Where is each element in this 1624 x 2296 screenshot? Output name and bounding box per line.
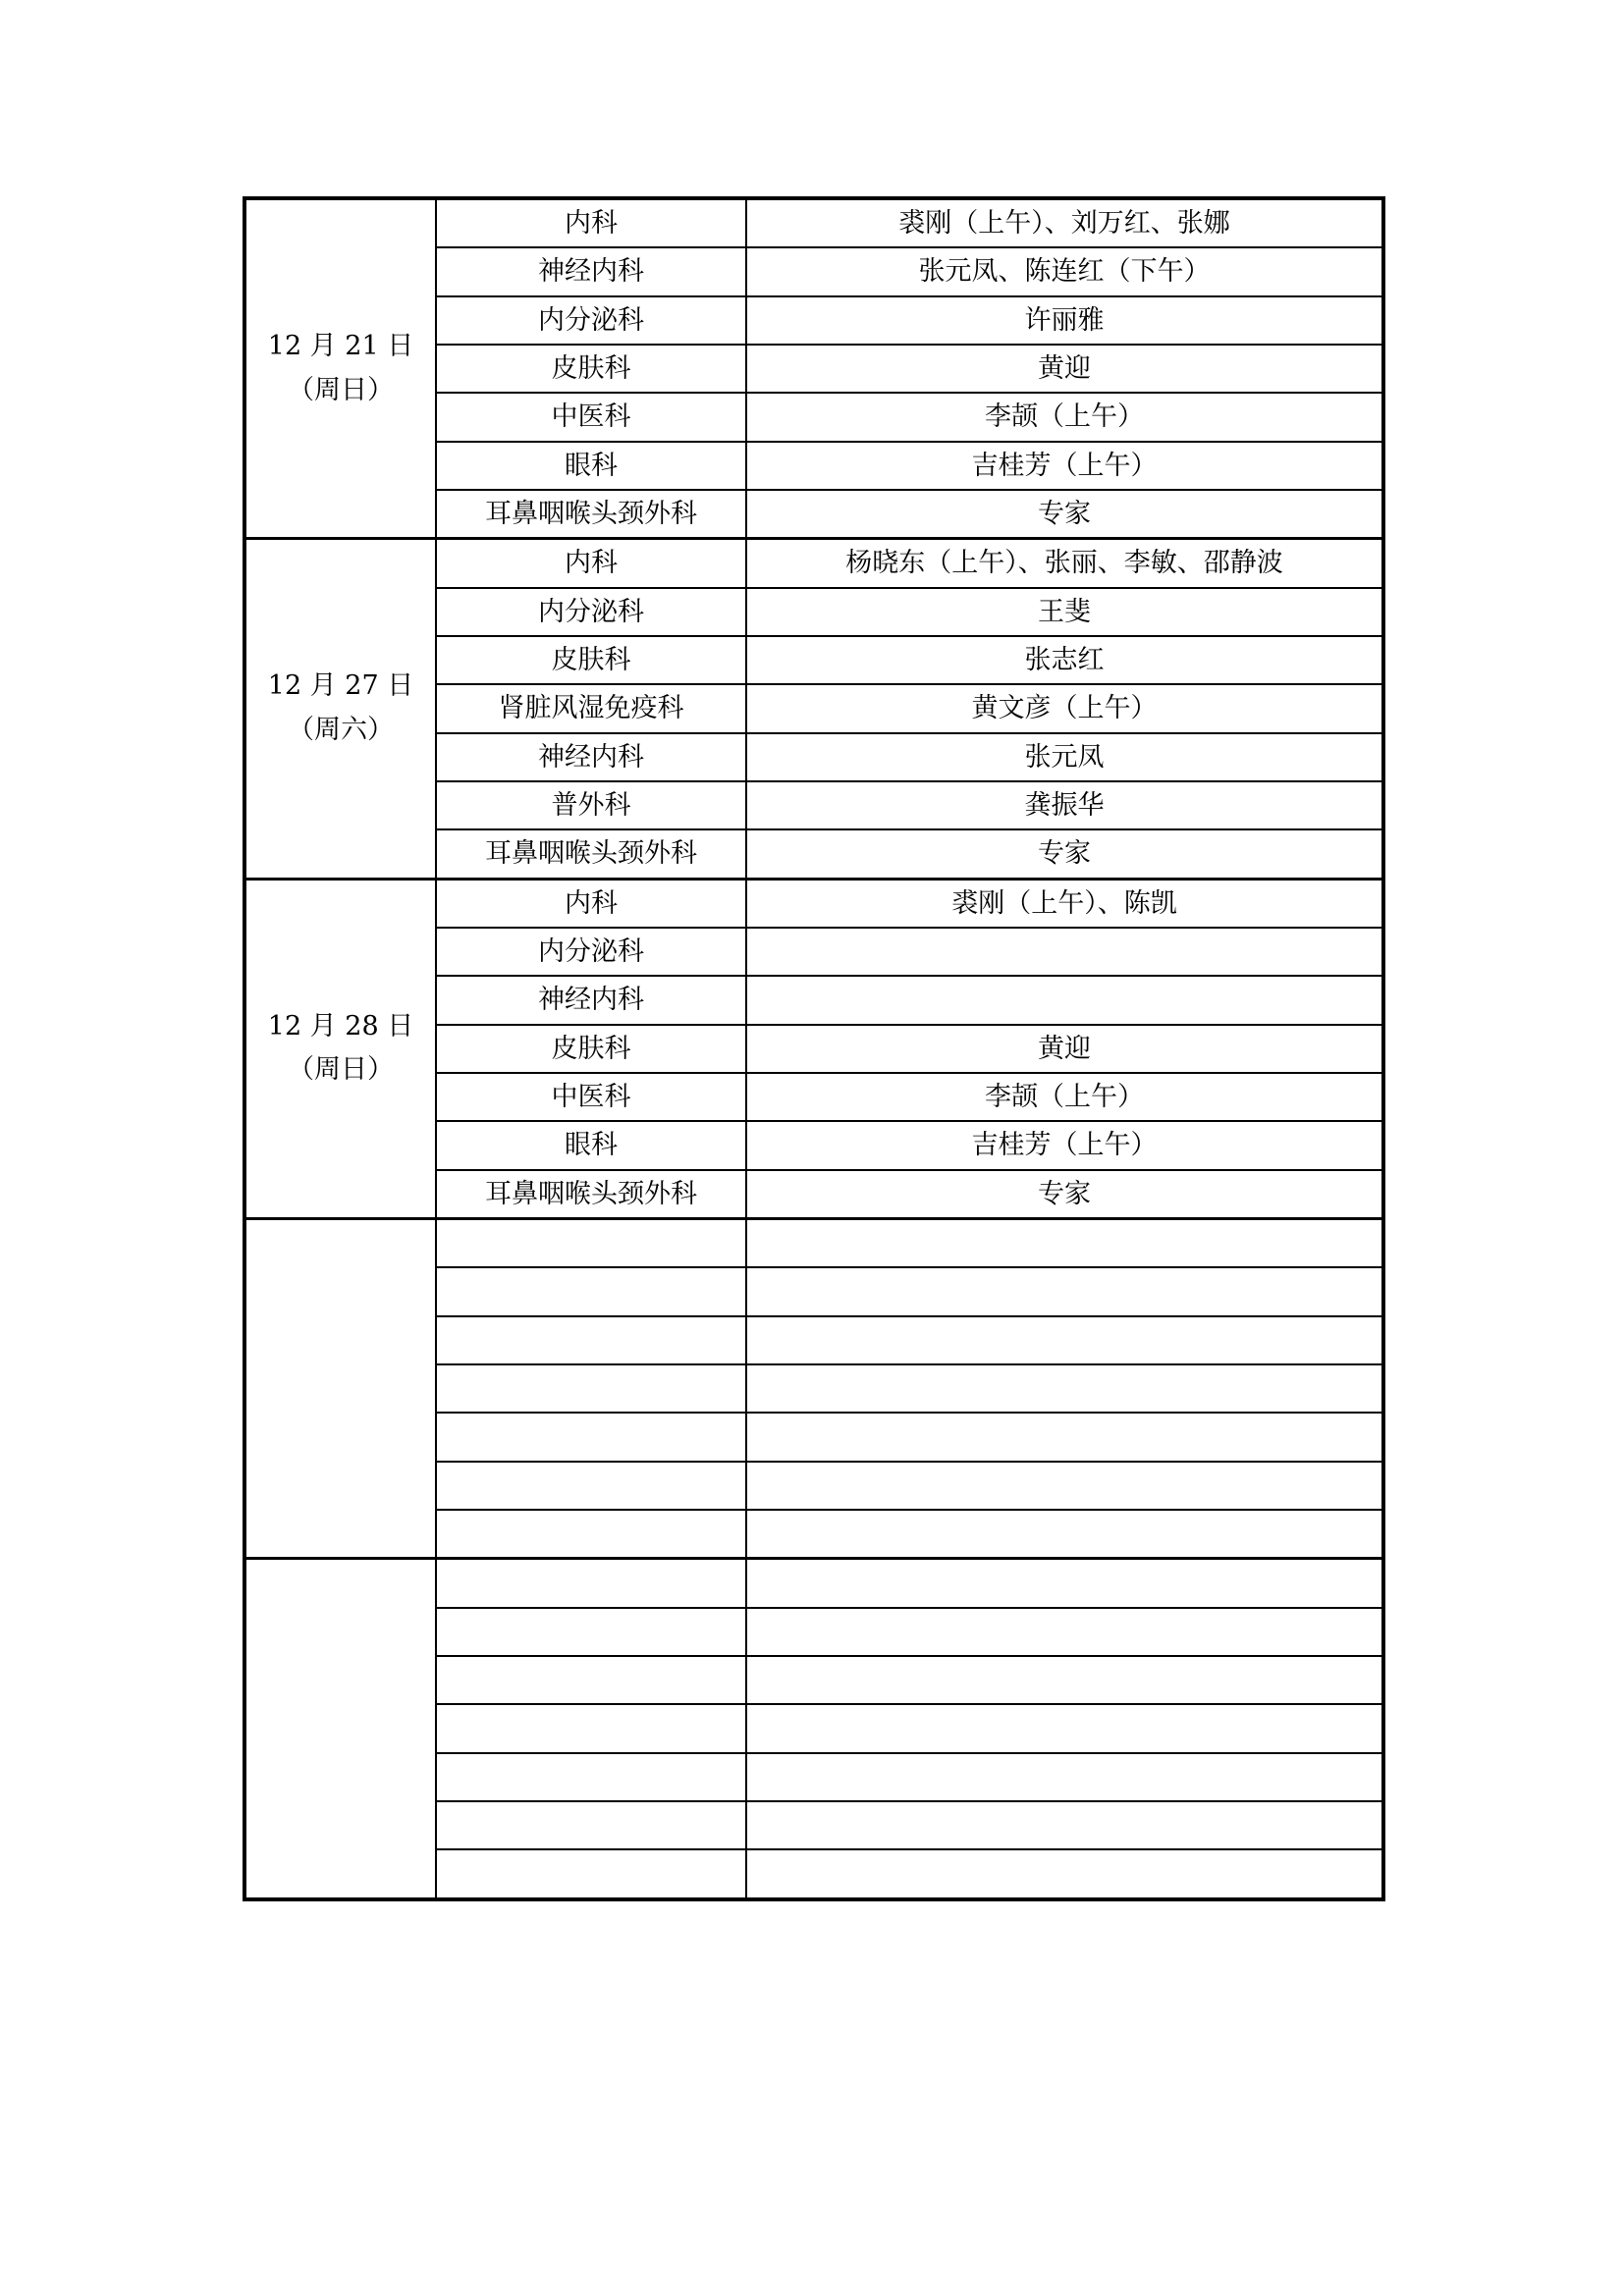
doctors-cell: 专家 (746, 829, 1383, 879)
department-cell: 普外科 (436, 781, 746, 829)
date-cell (244, 1218, 436, 1558)
doctors-cell (746, 1462, 1383, 1510)
department-cell: 耳鼻咽喉头颈外科 (436, 829, 746, 879)
department-cell (436, 1704, 746, 1752)
date-cell (244, 198, 436, 539)
schedule-table (243, 196, 1385, 1901)
department-cell (436, 1801, 746, 1849)
doctors-cell: 许丽雅 (746, 296, 1383, 345)
department-cell (436, 1316, 746, 1364)
doctors-cell (746, 1704, 1383, 1752)
doctors-cell (746, 976, 1383, 1024)
doctors-cell: 张元凤 (746, 733, 1383, 781)
doctors-cell (746, 928, 1383, 976)
doctors-cell (746, 1510, 1383, 1559)
table-row (244, 1559, 1383, 1608)
department-cell: 神经内科 (436, 976, 746, 1024)
department-cell (436, 1267, 746, 1315)
date-line2: （周日） (288, 1054, 394, 1086)
department-cell: 中医科 (436, 1073, 746, 1121)
doctors-cell: 黄迎 (746, 345, 1383, 393)
doctors-cell: 李颉（上午） (746, 1073, 1383, 1121)
doctors-cell: 裘刚（上午）、陈凯 (746, 879, 1383, 928)
department-cell: 肾脏风湿免疫科 (436, 684, 746, 732)
doctors-cell: 吉桂芳（上午） (746, 1121, 1383, 1169)
doctors-cell (746, 1316, 1383, 1364)
date-cell (244, 539, 436, 879)
department-cell: 神经内科 (436, 733, 746, 781)
department-cell: 中医科 (436, 393, 746, 441)
doctors-cell (746, 1656, 1383, 1704)
doctors-cell (746, 1267, 1383, 1315)
department-cell: 耳鼻咽喉头颈外科 (436, 490, 746, 539)
table-row (244, 879, 1383, 928)
doctors-cell: 张志红 (746, 636, 1383, 684)
doctors-cell (746, 1849, 1383, 1899)
department-cell: 内分泌科 (436, 588, 746, 636)
doctors-cell: 裘刚（上午）、刘万红、张娜 (746, 198, 1383, 247)
doctors-cell: 张元凤、陈连红（下午） (746, 247, 1383, 295)
department-cell: 眼科 (436, 1121, 746, 1169)
department-cell: 皮肤科 (436, 1025, 746, 1073)
department-cell: 内科 (436, 879, 746, 928)
doctors-cell (746, 1801, 1383, 1849)
department-cell (436, 1656, 746, 1704)
department-cell: 皮肤科 (436, 636, 746, 684)
schedule-table-body (244, 198, 1383, 1899)
department-cell: 内科 (436, 539, 746, 588)
department-cell: 神经内科 (436, 247, 746, 295)
department-cell (436, 1413, 746, 1461)
date-line1: 12 月 21 日 (267, 331, 414, 362)
table-row (244, 539, 1383, 588)
doctors-cell: 李颉（上午） (746, 393, 1383, 441)
date-line2: （周六） (288, 714, 394, 745)
doctors-cell: 龚振华 (746, 781, 1383, 829)
department-cell (436, 1218, 746, 1267)
table-row (244, 198, 1383, 247)
department-cell (436, 1364, 746, 1413)
doctors-cell: 专家 (746, 1170, 1383, 1219)
department-cell (436, 1753, 746, 1801)
doctors-cell (746, 1218, 1383, 1267)
department-cell (436, 1559, 746, 1608)
doctors-cell (746, 1364, 1383, 1413)
department-cell (436, 1608, 746, 1656)
doctors-cell (746, 1753, 1383, 1801)
department-cell: 耳鼻咽喉头颈外科 (436, 1170, 746, 1219)
doctors-cell: 黄文彦（上午） (746, 684, 1383, 732)
department-cell (436, 1462, 746, 1510)
department-cell: 皮肤科 (436, 345, 746, 393)
date-cell (244, 1559, 436, 1899)
doctors-cell (746, 1608, 1383, 1656)
department-cell: 内分泌科 (436, 928, 746, 976)
date-line1: 12 月 28 日 (267, 1010, 414, 1041)
doctors-cell: 吉桂芳（上午） (746, 442, 1383, 490)
doctors-cell: 王斐 (746, 588, 1383, 636)
date-line1: 12 月 27 日 (267, 670, 414, 702)
doctors-cell: 黄迎 (746, 1025, 1383, 1073)
date-cell (244, 879, 436, 1218)
doctors-cell (746, 1413, 1383, 1461)
doctors-cell: 专家 (746, 490, 1383, 539)
doctors-cell: 杨晓东（上午）、张丽、李敏、邵静波 (746, 539, 1383, 588)
department-cell (436, 1849, 746, 1899)
department-cell (436, 1510, 746, 1559)
department-cell: 内分泌科 (436, 296, 746, 345)
table-row (244, 1218, 1383, 1267)
department-cell: 内科 (436, 198, 746, 247)
department-cell: 眼科 (436, 442, 746, 490)
date-line2: （周日） (288, 374, 394, 405)
doctors-cell (746, 1559, 1383, 1608)
